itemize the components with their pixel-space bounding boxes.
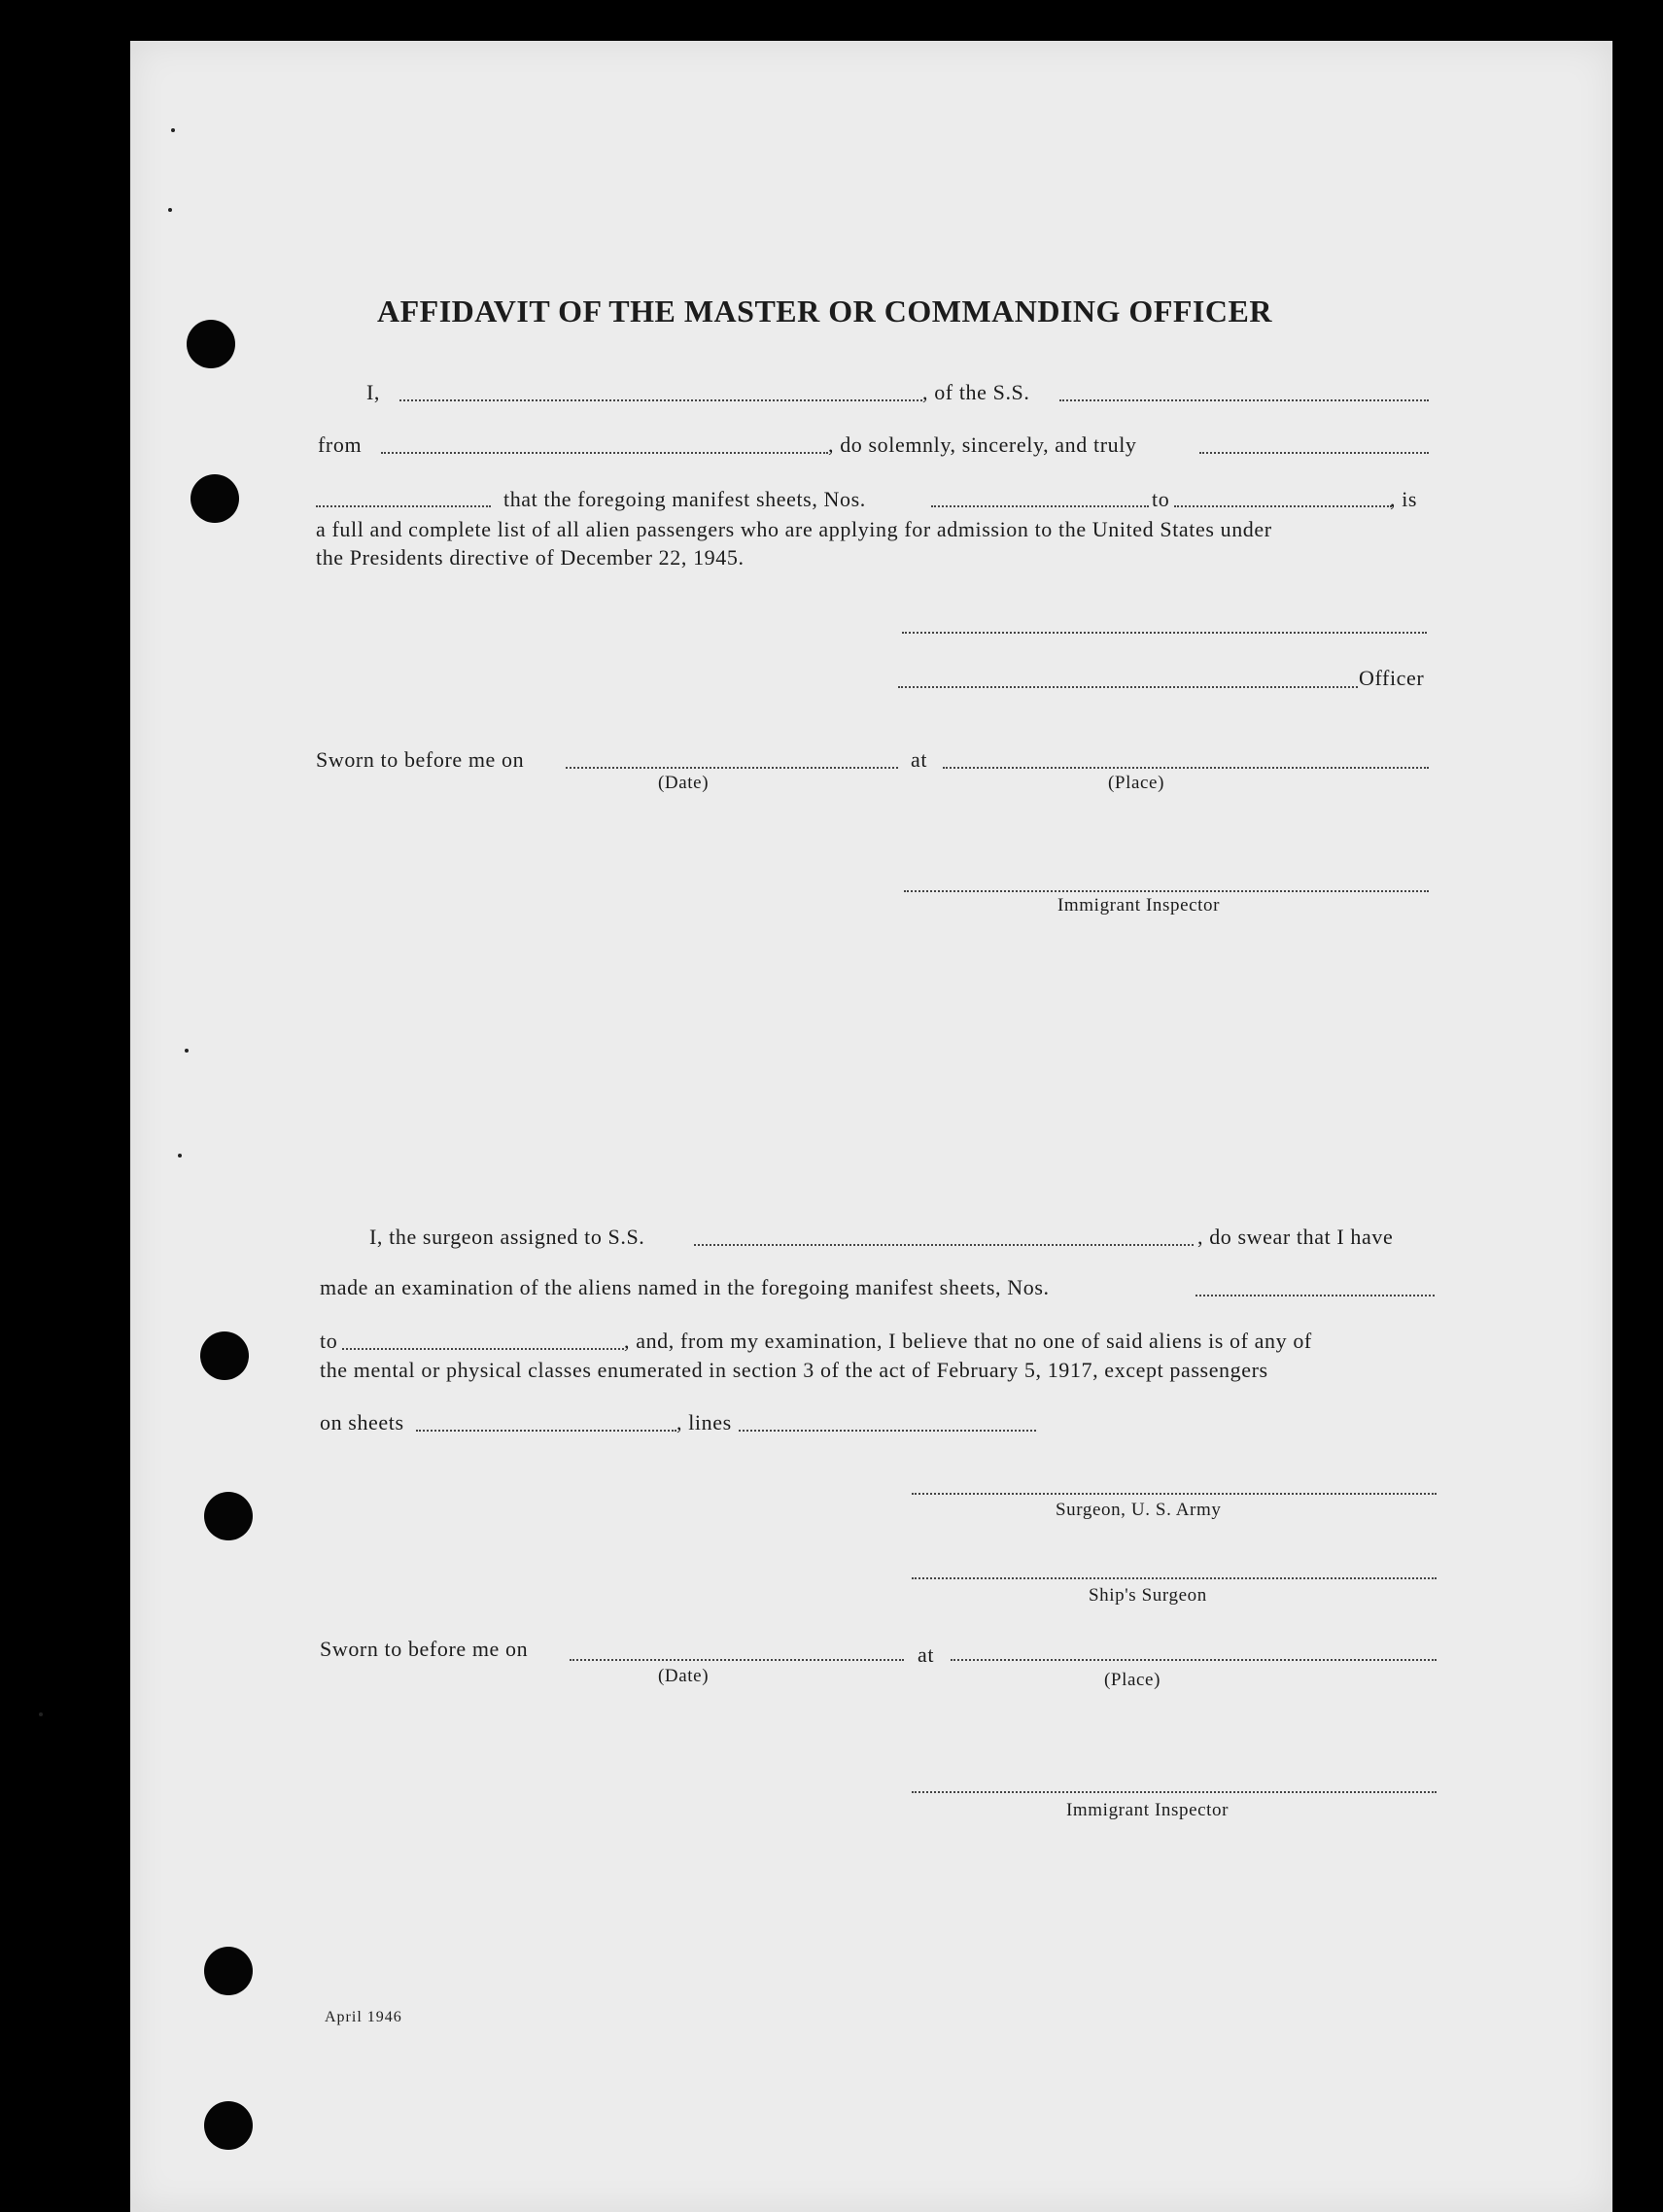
surgeon-inspector-caption: Immigrant Inspector <box>1066 1800 1230 1820</box>
surgeon-date-caption: (Date) <box>658 1666 710 1686</box>
master-directive-line: the Presidents directive of December 22, 1945. <box>316 545 745 570</box>
surgeon-lines-label: , lines <box>676 1410 732 1434</box>
surgeon-ship-name-field[interactable] <box>694 1244 1194 1246</box>
page-title: AFFIDAVIT OF THE MASTER OR COMMANDING OFFICER <box>377 294 1272 328</box>
master-sworn-label: Sworn to before me on <box>316 747 525 772</box>
master-sworn-place-field[interactable] <box>943 767 1429 769</box>
scan-speck <box>39 1712 43 1716</box>
master-of-ss-label: , of the S.S. <box>922 380 1030 404</box>
surgeon-belief-line: , and, from my examination, I believe that no one of said aliens is of any of <box>624 1329 1312 1353</box>
ship-surgeon-signature-field[interactable] <box>912 1577 1437 1579</box>
officer-label: Officer <box>1359 666 1425 690</box>
master-date-caption: (Date) <box>658 773 710 793</box>
surgeon-classes-line: the mental or physical classes enumerated in section 3 of the act of February 5, 1917, except passengers <box>320 1358 1268 1382</box>
surgeon-sheets-from-field[interactable] <box>1195 1295 1435 1296</box>
surgeon-sworn-label: Sworn to before me on <box>320 1637 529 1661</box>
surgeon-intro-label: I, the surgeon assigned to S.S. <box>369 1225 645 1249</box>
surgeon-at-label: at <box>918 1642 935 1667</box>
punch-hole <box>187 320 235 368</box>
master-inspector-signature-field[interactable] <box>904 890 1429 892</box>
surgeon-except-sheets-field[interactable] <box>416 1430 676 1432</box>
master-from-label: from <box>318 432 363 457</box>
master-oath-field[interactable] <box>1199 452 1429 454</box>
master-foregoing-label: that the foregoing manifest sheets, Nos. <box>503 487 866 511</box>
master-sheets-to-field[interactable] <box>1174 505 1392 507</box>
master-place-caption: (Place) <box>1108 773 1164 793</box>
master-is-label: , is <box>1390 487 1418 511</box>
master-inspector-caption: Immigrant Inspector <box>1057 895 1221 916</box>
surgeon-examination-line: made an examination of the aliens named in the foregoing manifest sheets, Nos. <box>320 1275 1050 1299</box>
surgeon-except-lines-field[interactable] <box>739 1430 1036 1432</box>
master-to-label: to <box>1152 487 1170 511</box>
surgeon-sworn-date-field[interactable] <box>570 1659 904 1661</box>
punch-hole <box>191 474 239 523</box>
master-solemnly-label: , do solemnly, sincerely, and truly <box>828 432 1137 457</box>
master-name-field[interactable] <box>399 399 922 401</box>
ship-surgeon-caption: Ship's Surgeon <box>1089 1585 1207 1606</box>
army-surgeon-caption: Surgeon, U. S. Army <box>1056 1500 1222 1520</box>
surgeon-to-label: to <box>320 1329 338 1353</box>
master-statement-line: a full and complete list of all alien passengers who are applying for admission to the United States under <box>316 517 1272 541</box>
master-at-label: at <box>911 747 928 772</box>
master-i-label: I, <box>366 380 381 404</box>
scan-speck <box>178 1154 182 1158</box>
master-sheets-from-field[interactable] <box>931 505 1149 507</box>
master-signature-field[interactable] <box>902 632 1427 634</box>
surgeon-sheets-to-field[interactable] <box>342 1348 624 1350</box>
punch-hole <box>204 2101 253 2150</box>
surgeon-sheets-label: on sheets <box>320 1410 404 1434</box>
form-page <box>130 41 1612 2212</box>
army-surgeon-signature-field[interactable] <box>912 1493 1437 1495</box>
master-from-field[interactable] <box>381 452 828 454</box>
scan-speck <box>171 128 175 132</box>
form-date: April 1946 <box>325 2009 402 2025</box>
master-sworn-date-field[interactable] <box>566 767 898 769</box>
punch-hole <box>200 1331 249 1380</box>
surgeon-place-caption: (Place) <box>1104 1670 1161 1690</box>
surgeon-sworn-place-field[interactable] <box>951 1659 1437 1661</box>
scan-speck <box>168 208 172 212</box>
surgeon-inspector-signature-field[interactable] <box>912 1791 1437 1793</box>
scan-speck <box>185 1049 189 1053</box>
officer-signature-field[interactable] <box>898 686 1358 688</box>
surgeon-swear-label: , do swear that I have <box>1197 1225 1394 1249</box>
punch-hole <box>204 1492 253 1540</box>
punch-hole <box>204 1947 253 1995</box>
master-ship-name-field[interactable] <box>1059 399 1429 401</box>
master-oath-word-field[interactable] <box>316 505 491 507</box>
